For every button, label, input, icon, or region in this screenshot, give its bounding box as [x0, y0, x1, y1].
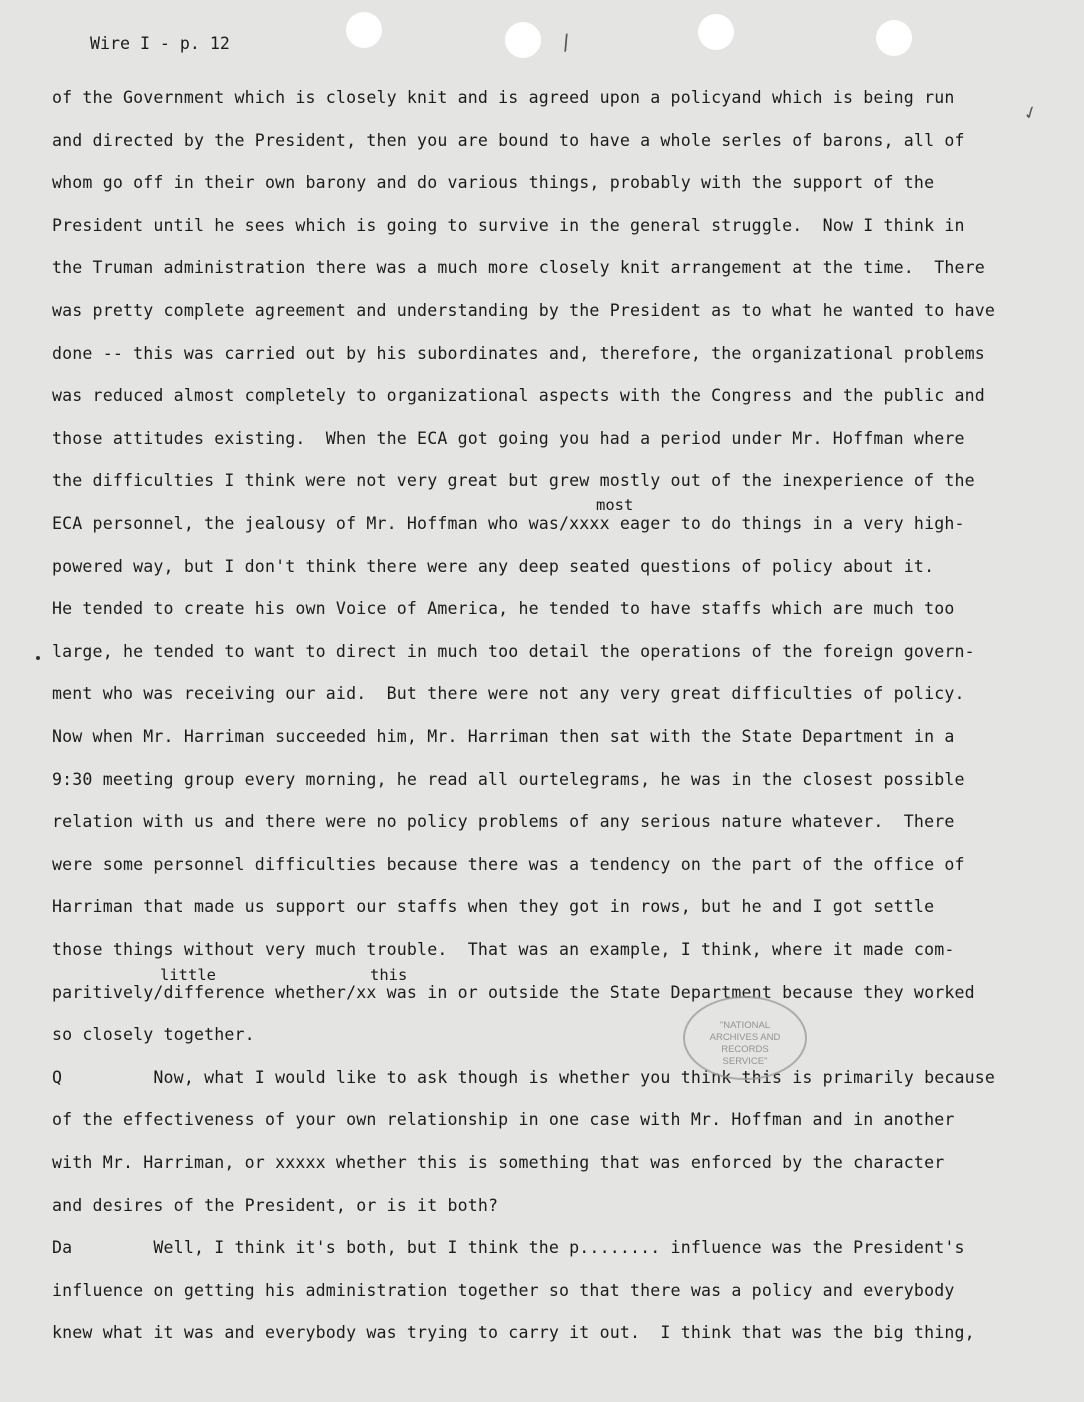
text-line: Now when Mr. Harriman succeeded him, Mr. Harriman then sat with the State Department in a [52, 727, 955, 746]
text-line: the difficulties I think were not very great but grew mostly out of the inexperience of the [52, 471, 975, 491]
stamp-line-3: RECORDS [721, 1044, 769, 1055]
text-line: of the effectiveness of your own relationship in one case with Mr. Hoffman and in another [52, 1110, 955, 1130]
margin-dot [36, 656, 40, 660]
text-line: large, he tended to want to direct in much too detail the operations of the foreign govern- [52, 641, 975, 661]
stamp-line-1: "NATIONAL [719, 1020, 771, 1031]
margin-check-mark: ✓ [1020, 98, 1040, 126]
text-line: those things without very much trouble. That was an example, I think, where it made com- [52, 940, 955, 959]
archive-stamp [683, 996, 807, 1080]
text-line: ment who was receiving our aid. But there were not any very great difficulties of policy. [52, 684, 965, 704]
text-line: and directed by the President, then you are bound to have a whole serles of barons, all of [52, 130, 965, 150]
stamp-line-4: SERVICE" [722, 1056, 768, 1067]
insertion-little: little [160, 966, 216, 984]
text-line: those attitudes existing. When the ECA got going you had a period under Mr. Hoffman where [52, 428, 965, 448]
text-line: whom go off in their own barony and do various things, probably with the support of the [52, 173, 935, 193]
text-line: the Truman administration there was a much more closely knit arrangement at the time. There [52, 258, 985, 278]
text-line: knew what it was and everybody was trying to carry it out. I think that was the big thing, [52, 1323, 975, 1343]
text-line: was pretty complete agreement and understanding by the President as to what he wanted to have [52, 301, 996, 320]
text-line: Q Now, what I would like to ask though is whether you think this is primarily because [52, 1067, 996, 1087]
text-line: powered way, but I don't think there were any deep seated questions of policy about it. [52, 556, 935, 576]
punch-hole-right [698, 14, 734, 50]
text-line: of the Government which is closely knit and is agreed upon a policyand which is being run [52, 88, 955, 107]
text-line: were some personnel difficulties because there was a tendency on the part of the office of [52, 854, 965, 874]
text-line: was reduced almost completely to organizational aspects with the Congress and the public and [52, 386, 985, 406]
insertion-most: most [596, 496, 634, 514]
page-header: Wire I - p. 12 [90, 34, 230, 53]
text-line: Harriman that made us support our staffs when they got in rows, but he and I got settle [52, 897, 935, 917]
text-line: done -- this was carried out by his subordinates and, therefore, the organizational problems [52, 343, 985, 363]
text-line: so closely together. [52, 1025, 255, 1045]
punch-hole-center [505, 22, 541, 58]
text-line: Da Well, I think it's both, but I think the p........ influence was the President's [52, 1238, 965, 1258]
insertion-this: this [370, 966, 408, 984]
text-line: with Mr. Harriman, or xxxxx whether this is something that was enforced by the character [52, 1153, 945, 1172]
text-line: 9:30 meeting group every morning, he read all ourtelegrams, he was in the closest possible [52, 769, 965, 789]
text-line: relation with us and there were no policy problems of any serious nature whatever. There [52, 812, 955, 832]
punch-hole-left [346, 12, 382, 48]
text-line: ECA personnel, the jealousy of Mr. Hoffman who was/xxxx eager to do things in a very high- [52, 514, 965, 533]
stamp-line-2: ARCHIVES AND [709, 1032, 781, 1043]
text-line: He tended to create his own Voice of America, he tended to have staffs which are much too [52, 599, 955, 619]
text-line: paritively/difference whether/xx was in or outside the State Department because they worked [52, 982, 975, 1002]
text-line: and desires of the President, or is it both? [52, 1195, 499, 1215]
pencil-mark: / [556, 28, 576, 56]
text-line: influence on getting his administration together so that there was a policy and everybody [52, 1280, 955, 1300]
text-line: President until he sees which is going to survive in the general struggle. Now I think in [52, 215, 965, 235]
punch-hole-far-right [876, 20, 912, 56]
